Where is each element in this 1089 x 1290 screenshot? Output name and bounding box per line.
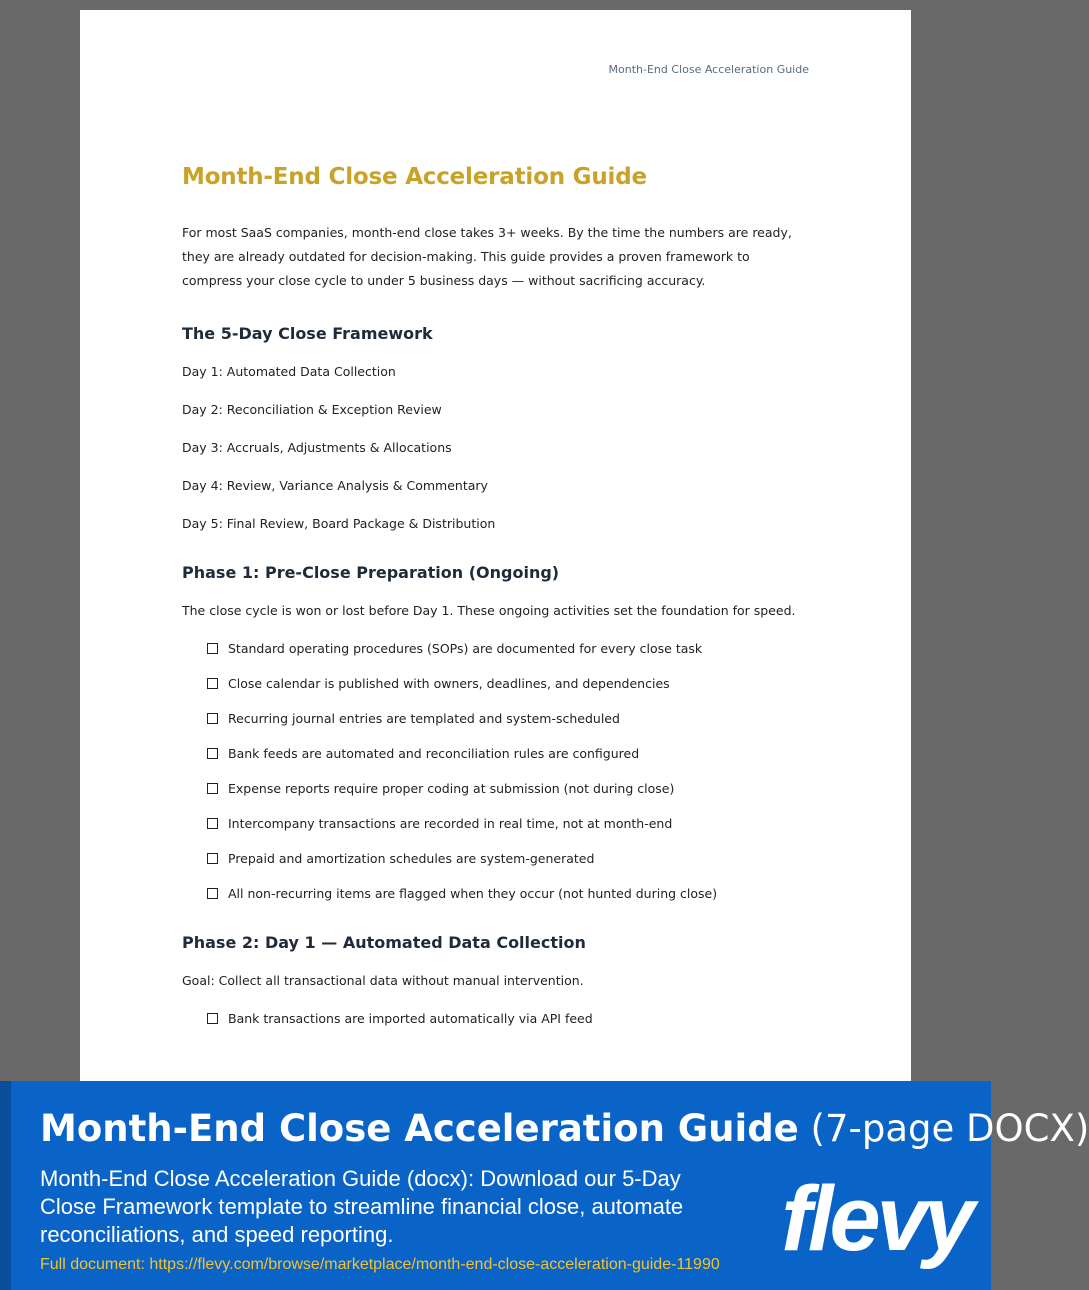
framework-heading: The 5-Day Close Framework [182, 324, 433, 343]
banner-description: Month-End Close Acceleration Guide (docx): Download our 5-Day Close Framework template to streamline financial close, automate reconciliations, and speed reporting. [40, 1166, 684, 1247]
checkbox-icon [207, 748, 218, 759]
document-title: Month-End Close Acceleration Guide [182, 164, 647, 190]
running-header: Month-End Close Acceleration Guide [608, 63, 809, 76]
checkbox-icon [207, 713, 218, 724]
framework-day: Day 3: Accruals, Adjustments & Allocations [182, 440, 452, 455]
checklist-item-label: Intercompany transactions are recorded in real time, not at month-end [228, 816, 673, 831]
checklist-item-label: Bank transactions are imported automatically via API feed [228, 1011, 593, 1026]
intro-paragraph: For most SaaS companies, month-end close takes 3+ weeks. By the time the numbers are ready, they are already outdated for decision-making. This guide provides a proven framework to compress your close cycle to under 5 business days — without sacrificing accuracy. [182, 225, 792, 288]
checklist-item [207, 710, 812, 727]
checkbox-icon [207, 888, 218, 899]
checklist-item-label: Recurring journal entries are templated and system-scheduled [228, 711, 620, 726]
checklist-item [207, 745, 812, 762]
checklist-item-label: Expense reports require proper coding at submission (not during close) [228, 781, 675, 796]
framework-day: Day 4: Review, Variance Analysis & Commentary [182, 478, 488, 493]
banner-title [40, 1107, 1089, 1150]
checkbox-icon [207, 1013, 218, 1024]
checkbox-icon [207, 643, 218, 654]
flevy-logo: flevy [781, 1168, 971, 1270]
checklist-item-label: Bank feeds are automated and reconciliation rules are configured [228, 746, 640, 761]
checklist-item [207, 675, 812, 692]
checklist-item-label: Standard operating procedures (SOPs) are documented for every close task [228, 641, 703, 656]
checklist-item [207, 850, 812, 867]
phase2-heading: Phase 2: Day 1 — Automated Data Collection [182, 933, 586, 952]
phase2-text: Goal: Collect all transactional data without manual intervention. [182, 973, 584, 988]
framework-day: Day 2: Reconciliation & Exception Review [182, 402, 442, 417]
phase1-checklist [182, 640, 812, 902]
banner-title-main: Month-End Close Acceleration Guide [40, 1107, 799, 1150]
checkbox-icon [207, 678, 218, 689]
checkbox-icon [207, 818, 218, 829]
full-document-link[interactable]: Full document: https://flevy.com/browse/marketplace/month-end-close-acceleration-guide-11990 [40, 1256, 720, 1273]
checklist-item-label: Close calendar is published with owners, deadlines, and dependencies [228, 676, 670, 691]
document-page [80, 10, 911, 1090]
framework-day: Day 5: Final Review, Board Package & Distribution [182, 516, 496, 531]
checkbox-icon [207, 853, 218, 864]
phase1-text: The close cycle is won or lost before Day 1. These ongoing activities set the foundation for speed. [182, 603, 796, 618]
checklist-item [207, 780, 812, 797]
checklist-item [207, 640, 812, 657]
checklist-item-label: All non-recurring items are flagged when they occur (not hunted during close) [228, 886, 718, 901]
phase2-checklist [182, 1010, 812, 1027]
promo-banner [0, 1081, 1089, 1290]
checklist-item [207, 885, 812, 902]
framework-day-list [182, 363, 812, 532]
checklist-item-label: Prepaid and amortization schedules are system-generated [228, 851, 595, 866]
checkbox-icon [207, 783, 218, 794]
phase1-heading: Phase 1: Pre-Close Preparation (Ongoing) [182, 563, 560, 582]
banner-title-format: (7-page DOCX) [798, 1107, 1089, 1150]
checklist-item [207, 815, 812, 832]
document-content [182, 164, 812, 1058]
checklist-item [207, 1010, 812, 1027]
framework-day: Day 1: Automated Data Collection [182, 364, 396, 379]
